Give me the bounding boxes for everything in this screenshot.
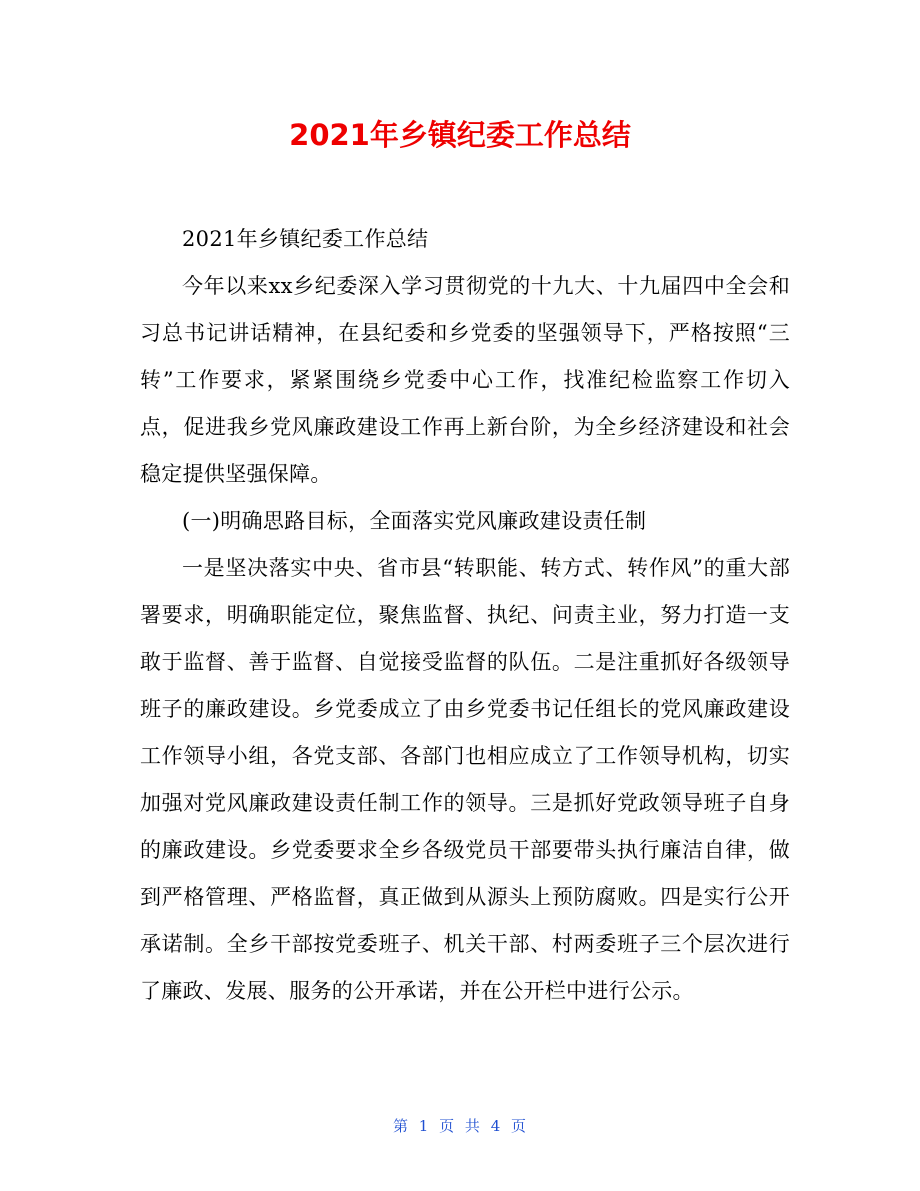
footer-suffix: 页 <box>511 1117 528 1135</box>
footer-mid2: 共 <box>464 1117 481 1135</box>
footer-total-pages: 4 <box>490 1117 502 1135</box>
paragraph-intro: 今年以来xx乡纪委深入学习贯彻党的十九大、十九届四中全会和习总书记讲话精神，在县纪委和乡党委的坚强领导下，严格按照“三转”工作要求，紧紧围绕乡党委中心工作，找准纪检监察工作切入点，促进我乡党风廉政建设工作再上新台阶，为全乡经济建设和社会稳定提供坚强保障。 <box>140 274 790 486</box>
page-number-footer <box>0 1114 920 1138</box>
paragraph-body: 一是坚决落实中央、省市县“转职能、转方式、转作风”的重大部署要求，明确职能定位，聚焦监督、执纪、问责主业，努力打造一支敢于监督、善于监督、自觉接受监督的队伍。二是注重抓好各级领导班子的廉政建设。乡党委成立了由乡党委书记任组长的党风廉政建设工作领导小组，各党支部、各部门也相应成立了工作领导机构，切实加强对党风廉政建设责任制工作的领导。三是抓好党政领导班子自身的廉政建设。乡党委要求全乡各级党员干部要带头执行廉洁自律，做到严格管理、严格监督，真正做到从源头上预防腐败。四是实行公开承诺制。全乡干部按党委班子、机关干部、村两委班子三个层次进行了廉政、发展、服务的公开承诺，并在公开栏中进行公示。 <box>140 556 790 1003</box>
footer-mid1: 页 <box>439 1117 456 1135</box>
document-body <box>140 216 790 1015</box>
footer-prefix: 第 <box>392 1117 409 1135</box>
section-heading: (一)明确思路目标，全面落实党风廉政建设责任制 <box>182 509 647 533</box>
footer-current-page: 1 <box>418 1117 430 1135</box>
document-title: 2021年乡镇纪委工作总结 <box>289 118 631 152</box>
paragraph-subtitle: 2021年乡镇纪委工作总结 <box>182 227 429 251</box>
